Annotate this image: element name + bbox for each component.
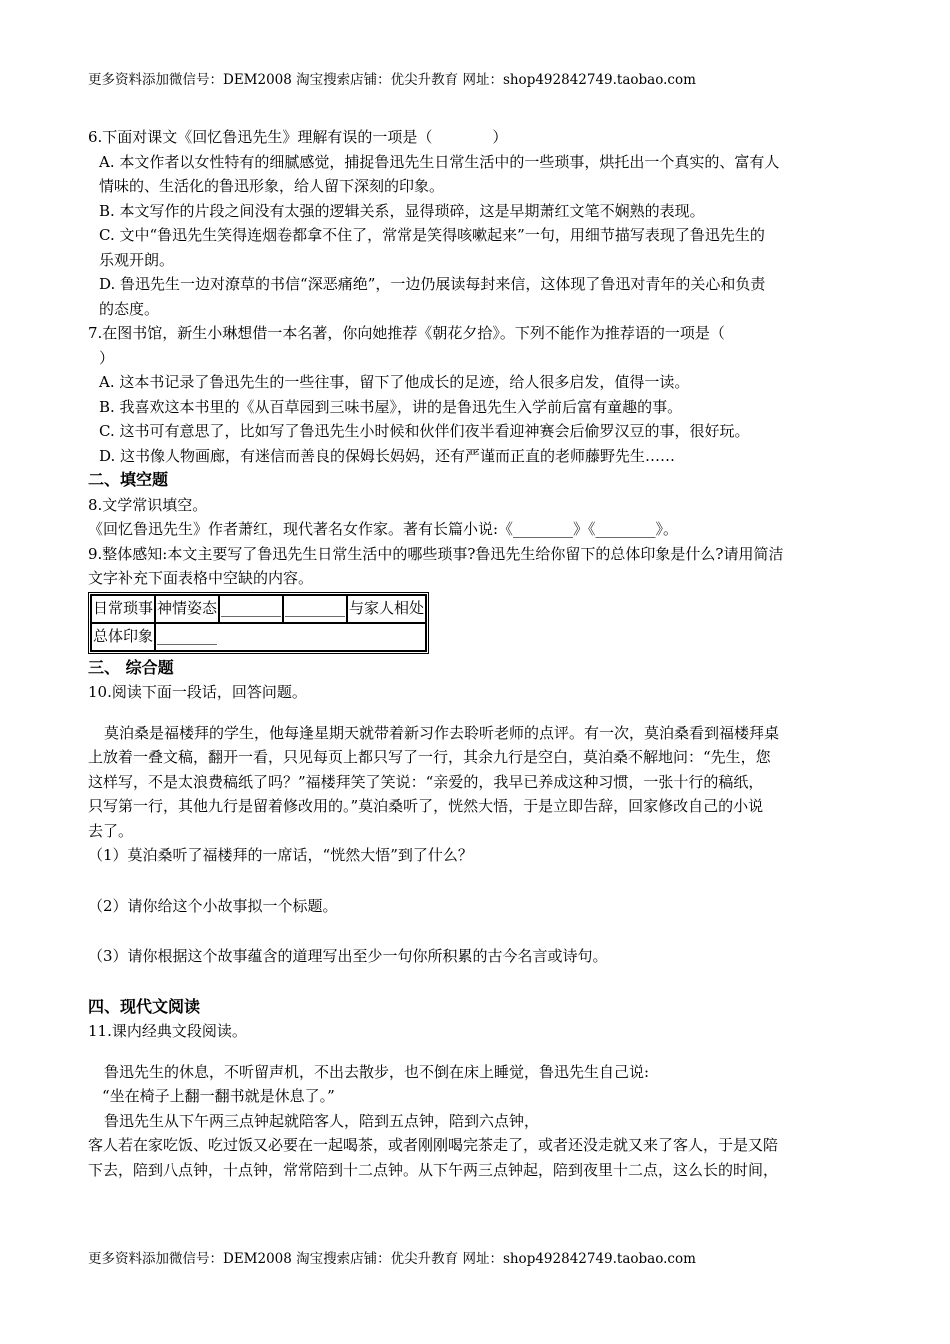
section-heading-reading: 四、现代文阅读 bbox=[88, 996, 201, 1016]
q10-passage-line: 上放着一叠文稿，翻开一看，只见每页上都只写了一行，其余九行是空白，莫泊桑不解地问：“先生，您 bbox=[88, 748, 771, 766]
q10-subquestion-2: （2）请你给这个小故事拟一个标题。 bbox=[88, 896, 338, 915]
q10-subquestion-3: （3）请你根据这个故事蕴含的道理写出至少一句你所积累的古今名言或诗句。 bbox=[88, 947, 608, 965]
q10-passage-line: 这样写，不是太浪费稿纸了吗？”福楼拜笑了笑说：“亲爱的，我早已养成这种习惯，一张十行的稿纸， bbox=[88, 772, 764, 791]
q11-stem: 11.课内经典文段阅读。 bbox=[88, 1022, 247, 1040]
q10-passage-line: 去了。 bbox=[88, 821, 134, 840]
q7-option-b: B. 我喜欢这本书里的《从百草园到三味书屋》，讲的是鲁迅先生入学前后富有童趣的事。 bbox=[99, 397, 683, 416]
q6-option-d: D. 鲁迅先生一边对潦草的书信“深恶痛绝”，一边仍展读每封来信，这体现了鲁迅对青年的关心和负责 bbox=[99, 275, 766, 293]
answer-space bbox=[88, 868, 870, 894]
q7-stem-cont: ） bbox=[99, 348, 115, 367]
q11-passage-line: 下去，陪到八点钟，十点钟，常常陪到十二点钟。从下午两三点钟起，陪到夜里十二点，这么长的时间， bbox=[88, 1160, 779, 1179]
q8-body: 《回忆鲁迅先生》作者萧红，现代著名女作家。著有长篇小说:《________》《________》。 bbox=[88, 520, 679, 538]
q9-stem: 9.整体感知:本文主要写了鲁迅先生日常生活中的哪些琐事?鲁迅先生给你留下的总体印象是什么?请用简洁 bbox=[88, 544, 784, 563]
q9-stem-cont: 文字补充下面表格中空缺的内容。 bbox=[88, 569, 314, 587]
table-cell: 日常琐事 bbox=[91, 595, 155, 623]
section-heading-fill-blank: 二、填空题 bbox=[88, 470, 169, 489]
table-row bbox=[91, 595, 426, 623]
q11-passage-line: 鲁迅先生的休息，不听留声机，不出去散步，也不倒在床上睡觉，鲁迅先生自己说: bbox=[104, 1062, 650, 1081]
document-body bbox=[88, 125, 870, 1182]
section-heading-comprehensive: 三、 综合题 bbox=[88, 657, 174, 677]
q10-subquestion-1: （1）莫泊桑听了福楼拜的一席话，“恍然大悟”到了什么？ bbox=[88, 846, 473, 864]
page-header: 更多资料添加微信号：DEM2008 淘宝搜索店铺：优尖升教育 网址：shop492842749.taobao.com bbox=[88, 72, 696, 88]
q6-option-c: C. 文中“鲁迅先生笑得连烟卷都拿不住了，常常是笑得咳嗽起来”一句，用细节描写表现了鲁迅先生的 bbox=[99, 226, 765, 244]
spacer bbox=[88, 705, 870, 721]
q6-option-d-cont: 的态度。 bbox=[99, 299, 160, 318]
q10-passage-line: 莫泊桑是福楼拜的学生，他每逢星期天就带着新习作去聆听老师的点评。有一次，莫泊桑看到福楼拜桌 bbox=[104, 723, 780, 742]
q7-option-c: C. 这书可有意思了，比如写了鲁迅先生小时候和伙伴们夜半看迎神赛会后偷罗汉豆的事，很好玩。 bbox=[99, 422, 750, 440]
spacer bbox=[88, 1044, 870, 1060]
q7-stem: 7.在图书馆，新生小琳想借一本名著，你向她推荐《朝花夕拾》。下列不能作为推荐语的一项是（ bbox=[88, 324, 725, 342]
q6-option-b: B. 本文写作的片段之间没有太强的逻辑关系，显得琐碎，这是早期萧红文笔不娴熟的表现。 bbox=[99, 201, 705, 220]
q10-passage-line: 只写第一行，其他九行是留着修改用的。”莫泊桑听了，恍然大悟，于是立即告辞，回家修改自己的小说 bbox=[88, 797, 764, 815]
answer-space bbox=[88, 918, 870, 944]
table-cell: 与家人相处 bbox=[347, 595, 426, 623]
q10-stem: 10.阅读下面一段话，回答问题。 bbox=[88, 683, 307, 701]
q8-stem: 8.文学常识填空。 bbox=[88, 495, 208, 514]
table-cell-blank: ________ bbox=[219, 595, 283, 623]
table-cell: 总体印象 bbox=[91, 623, 155, 651]
q6-stem: 6.下面对课文《回忆鲁迅先生》理解有误的一项是（ ） bbox=[88, 128, 508, 146]
q7-option-d: D. 这书像人物画廊，有迷信而善良的保姆长妈妈，还有严谨而正直的老师藤野先生…… bbox=[99, 446, 676, 465]
answer-space bbox=[88, 969, 870, 995]
q6-option-a-cont: 情味的、生活化的鲁迅形象，给人留下深刻的印象。 bbox=[99, 177, 445, 195]
q9-table bbox=[88, 592, 429, 654]
q6-option-c-cont: 乐观开朗。 bbox=[99, 250, 175, 269]
table-cell: 神情姿态 bbox=[155, 595, 219, 623]
table-cell-blank: ________ bbox=[155, 623, 426, 651]
q11-passage-line: 客人若在家吃饭、吃过饭又必要在一起喝茶，或者刚刚喝完茶走了，或者还没走就又来了客人，于是又陪 bbox=[88, 1136, 779, 1154]
page-footer: 更多资料添加微信号：DEM2008 淘宝搜索店铺：优尖升教育 网址：shop492842749.taobao.com bbox=[88, 1251, 696, 1267]
q11-passage-line: 鲁迅先生从下午两三点钟起就陪客人，陪到五点钟，陪到六点钟， bbox=[104, 1111, 540, 1130]
table-row bbox=[91, 623, 426, 651]
q6-option-a: A. 本文作者以女性特有的细腻感觉，捕捉鲁迅先生日常生活中的一些琐事，烘托出一个真实的、富有人 bbox=[99, 152, 780, 171]
table-cell-blank: ________ bbox=[283, 595, 347, 623]
q11-passage-line: “坐在椅子上翻一翻书就是休息了。” bbox=[102, 1087, 335, 1105]
q7-option-a: A. 这本书记录了鲁迅先生的一些往事，留下了他成长的足迹，给人很多启发，值得一读。 bbox=[99, 373, 690, 391]
